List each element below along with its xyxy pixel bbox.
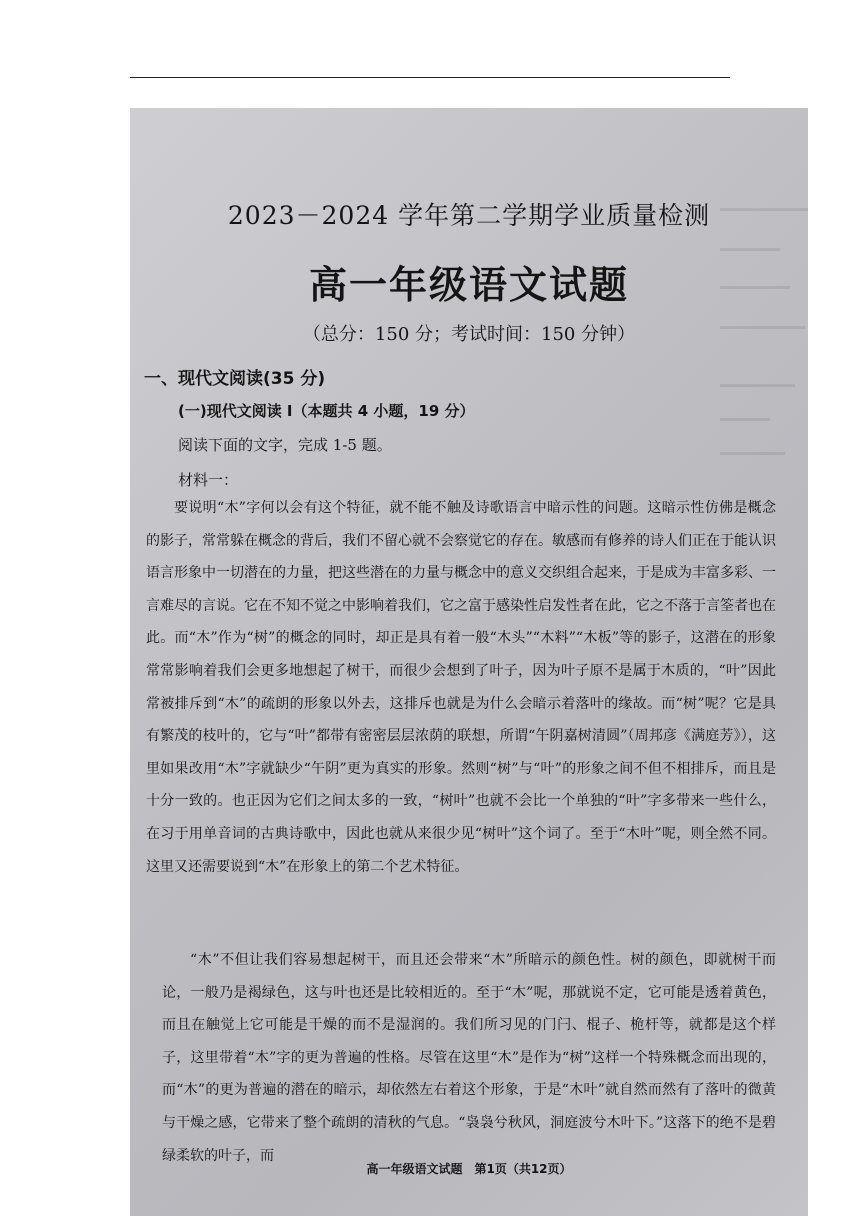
bleed-through-text	[720, 384, 795, 387]
section-heading: 一、现代文阅读(35 分)	[144, 369, 326, 389]
exam-page-photo	[130, 108, 808, 1216]
material-label: 材料一：	[178, 471, 239, 489]
reading-instruction: 阅读下面的文字，完成 1-5 题。	[178, 436, 392, 454]
bleed-through-text	[720, 248, 780, 251]
exam-main-title: 高一年级语文试题	[308, 262, 629, 307]
exam-subtitle: （总分：150 分；考试时间：150 分钟）	[302, 324, 636, 345]
bleed-through-text	[720, 418, 770, 421]
exam-header-title: 2023－2024 学年第二学期学业质量检测	[227, 201, 711, 230]
passage-paragraph-1: 要说明“木”字何以会有这个特征，就不能不触及诗歌语言中暗示性的问题。这暗示性仿佛是概念的影子，常常躲在概念的背后，我们不留心就不会察觉它的存在。敏感而有修养的诗人们正在于能认识语言形象中一切潜在的力量，把这些潜在的力量与概念中的意义交织组合起来，于是成为丰富多彩、一言难尽的言说。它在不知不觉之中影响着我们，它之富于感染性启发性者在此，它之不落于言筌者也在此。而“木”作为“树”的概念的同时，却正是具有着一般“木头”“木料”“木板”等的影子，这潜在的形象常常影响着我们会更多地想起了树干，而很少会想到了叶子，因为叶子原不是属于木质的，“叶”因此常被排斥到“木”的疏朗的形象以外去，这排斥也就是为什么会暗示着落叶的缘故。而“树”呢？它是具有繁茂的枝叶的，它与“叶”都带有密密层层浓荫的联想，所谓“午阴嘉树清圆”（周邦彦《满庭芳》），这里如果改用“木”字就缺少“午阴”更为真实的形象。然则“树”与“叶”的形象之间不但不相排斥，而且是十分一致的。也正因为它们之间太多的一致，“树叶”也就不会比一个单独的“叶”字多带来一些什么，在习于用单音词的古典诗歌中，因此也就从来很少见“树叶”这个词了。至于“木叶”呢，则全然不同。这里又还需要说到“木”在形象上的第二个艺术特征。	[146, 500, 776, 875]
top-rule	[130, 77, 730, 78]
passage-paragraph-2: “木”不但让我们容易想起树干，而且还会带来“木”所暗示的颜色性。树的颜色，即就树干而论，一般乃是褐绿色，这与叶也还是比较相近的。至于“木”呢，那就说不定，它可能是透着黄色，而且在触觉上它可能是干燥的而不是湿润的。我们所习见的门闩、棍子、桅杆等，就都是这个样子，这里带着“木”字的更为普遍的性格。尽管在这里“木”是作为“树”这样一个特殊概念而出现的，而“木”的更为普遍的潜在的暗示，却依然左右着这个形象，于是“木叶”就自然而然有了落叶的微黄与干燥之感，它带来了整个疏朗的清秋的气息。“袅袅兮秋风，洞庭波兮木叶下。”这落下的绝不是碧绿柔软的叶子，而	[162, 952, 776, 1164]
page-footer: 高一年级语文试题 第1页（共12页）	[366, 1162, 572, 1176]
bleed-through-text	[720, 452, 785, 455]
subsection-heading: (一)现代文阅读 I（本题共 4 小题，19 分）	[178, 402, 475, 420]
